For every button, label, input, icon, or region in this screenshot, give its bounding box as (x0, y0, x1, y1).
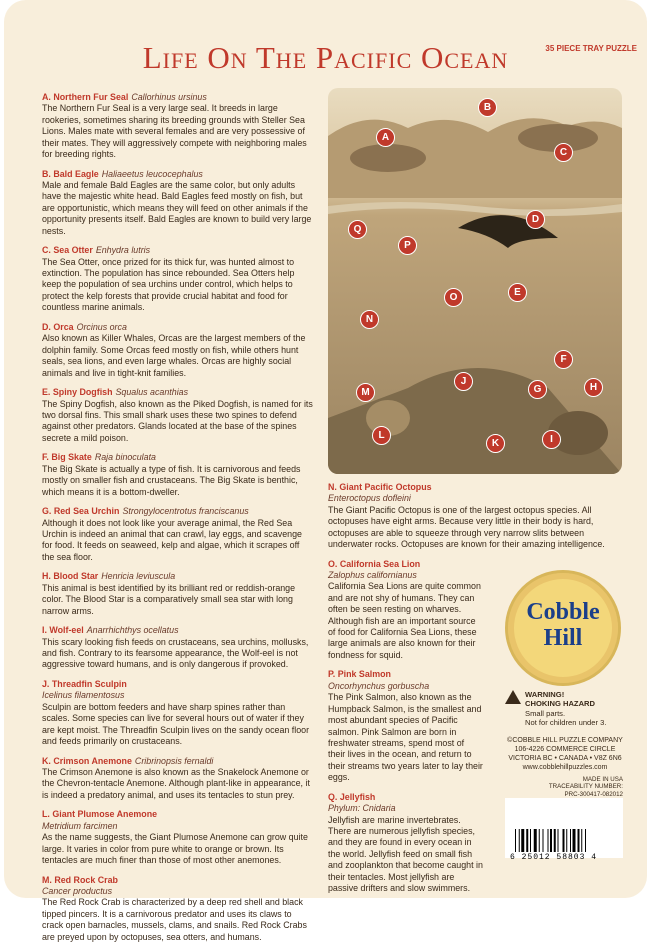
marker-g: G (528, 380, 547, 399)
species-name: J. Threadfin Sculpin (42, 678, 127, 689)
species-name: I. Wolf-eel (42, 625, 84, 636)
species-heading (42, 625, 314, 636)
scientific-name: Zalophus californianus (328, 570, 417, 581)
marker-q: Q (348, 220, 367, 239)
species-description: The Sea Otter, once prized for its thick fur, was hunted almost to extinction. The population has since rebounded. Sea Otters help keep the population of sea urchins under control, which helps to protect the kelp forests that provide crucial habitat and food for countless marine animals. (42, 256, 295, 313)
left_entries-entry (42, 387, 314, 444)
species-heading (42, 169, 314, 180)
barcode-digits: 6 25012 58803 4 (510, 853, 598, 862)
species-name: A. Northern Fur Seal (42, 92, 129, 102)
warning-line1: Small parts. (525, 708, 566, 718)
marker-n: N (360, 310, 379, 329)
species-description: The Crimson Anemone is also known as the Snakelock Anemone or the Chevron-tentacle Anemone. Although plant-like in appearance, it is indeed a predatory animal, and uses its tentacles to stun prey. (42, 767, 310, 800)
species-heading (42, 322, 314, 333)
ocean-illustration (328, 88, 622, 474)
barcode-bar (519, 829, 520, 852)
species-heading (328, 482, 618, 493)
left_entries-entry (42, 452, 314, 498)
barcode-bar (526, 829, 528, 852)
choking-warning (505, 690, 625, 728)
species-name: E. Spiny Dogfish (42, 387, 113, 398)
species-description: This animal is best identified by its brilliant red or reddish-orange color. The Blood Star is a comparatively small sea star with long narrow arms. (42, 582, 296, 616)
species-name: K. Crimson Anemone (42, 755, 132, 766)
species-heading (328, 669, 483, 680)
water-surface (328, 202, 622, 216)
scientific-name: Squalus acanthias (115, 387, 189, 398)
warning-title2: CHOKING HAZARD (525, 699, 596, 709)
species-name: Q. Jellyfish (328, 791, 376, 802)
marker-d: D (526, 210, 545, 229)
left_entries-entry (42, 809, 314, 866)
barcode-bar (548, 829, 549, 852)
company-info (505, 736, 625, 772)
barcode-bar (550, 829, 552, 852)
ocean-scene-svg (328, 88, 622, 474)
barcode-bar (566, 829, 567, 852)
marker-c: C (554, 143, 573, 162)
species-heading (42, 452, 314, 463)
marker-h: H (584, 378, 603, 397)
left_entries-entry (42, 875, 314, 943)
species-description: Also known as Killer Whales, Orcas are the largest members of the dolphin family. Some Orcas feed mostly on fish, while others hunt seals, sea lions, and even large whales. Orcas are highly social animals and live in tight-knit families. (42, 333, 306, 378)
species-name: B. Bald Eagle (42, 168, 99, 179)
barcode-bar (585, 829, 586, 852)
left_entries-entry (42, 625, 314, 671)
left_entries-entry (42, 756, 314, 802)
species-name: M. Red Rock Crab (42, 874, 118, 885)
trace-codes (505, 776, 623, 798)
species-name: F. Big Skate (42, 452, 92, 463)
barcode-bar (534, 829, 537, 852)
marker-f: F (554, 350, 573, 369)
species-description: The Giant Pacific Octopus is one of the largest octopus species. All octopuses have eight arms. Because very little in their body is hard, octopuses are able to squeeze through very narrow slits between underwater rocks. Octopuses are known for their amazing intelligence. (328, 504, 605, 550)
species-description: Male and female Bald Eagles are the same color, but only adults have the majestic white head. Bald Eagles feed mostly on fish, but are opportunistic, which means they will feed on other animals if the opportunity presents itself. Bald Eagles are known to build very large nests. (42, 180, 312, 236)
species-name: L. Giant Plumose Anemone (42, 809, 158, 820)
barcode-bar (570, 829, 571, 852)
scientific-name: Haliaeetus leucocephalus (101, 168, 203, 179)
species-heading (42, 809, 314, 820)
species-description: The Red Rock Crab is characterized by a deep red shell and black tipped pincers. It is a carnivorous predator and uses its claws to crack open barnacles, mussels, clams, and snails. Red Rock Crabs are preyed upon by octopuses, sea otters, and humans. (42, 897, 307, 942)
left_entries-entry (42, 92, 314, 160)
species-description: Jellyfish are marine invertebrates. There are numerous jellyfish species, and they are found in every ocean in the world. Jellyfish feed on small fish and zooplankton that become caught in their tentacles. Most jellyfish are passive drifters and slow swimmers. (328, 814, 483, 893)
barcode-bar (554, 829, 556, 852)
marker-b: B (478, 98, 497, 117)
marker-l: L (372, 426, 391, 445)
company-line3: VICTORIA BC • CANADA • V8Z 6N6 (508, 755, 622, 762)
species-heading (42, 92, 314, 103)
company-line2: 106-4226 COMMERCE CIRCLE (514, 746, 616, 753)
barcode-bar (543, 829, 544, 852)
species-description: The Big Skate is actually a type of fish. It is carnivorous and feeds mostly on smaller fish and crustaceans. The Big Skate is benthic, which means it is a bottom-dweller. (42, 463, 301, 497)
marker-j: J (454, 372, 473, 391)
right_entries-entry (328, 792, 483, 895)
species-description: The Northern Fur Seal is a very large seal. It breeds in large rookeries, sometimes sharing its breeding grounds with Steller Sea Lions. Males mate with several females and are very possessive of their mates. They will aggressively compete with neighboring males for breeding rights. (42, 103, 307, 160)
traceability-label: TRACEABILITY NUMBER: (548, 783, 623, 791)
species-heading (328, 792, 483, 803)
marker-k: K (486, 434, 505, 453)
species-description: Sculpin are bottom feeders and have sharp spines rather than scales. Some species can live for several hours out of water if they are kept moist. The Threadfin Sculpin lives on the sandy ocean floor and feeds primarily on crustaceans. (42, 701, 310, 746)
scientific-name: Raja binoculata (94, 452, 156, 463)
marker-i: I (542, 430, 561, 449)
marker-m: M (356, 383, 375, 402)
warning-triangle-icon (505, 690, 521, 704)
marker-e: E (508, 283, 527, 302)
left-species-column (42, 92, 314, 951)
company-line1: ©COBBLE HILL PUZZLE COMPANY (507, 737, 623, 744)
logo-line2: Hill (543, 625, 583, 651)
warning-title: WARNING! (525, 690, 565, 699)
scientific-name: Enteroctopus dofleini (328, 493, 411, 504)
barcode-bar (521, 829, 524, 852)
left_entries-entry (42, 571, 314, 617)
species-heading (328, 559, 483, 570)
company-website: www.cobblehillpuzzles.com (522, 764, 608, 771)
species-name: H. Blood Star (42, 571, 99, 582)
species-heading (42, 679, 314, 690)
scientific-name: Icelinus filamentosus (42, 690, 125, 701)
left_entries-entry (42, 245, 314, 313)
species-name: P. Pink Salmon (328, 669, 391, 680)
barcode-bar (558, 829, 559, 852)
scientific-name: Cribrinopsis fernaldi (134, 755, 214, 766)
barcode-bar (578, 829, 580, 852)
left_entries-entry (42, 322, 314, 379)
fur-seal-shape (350, 144, 426, 172)
species-description: California Sea Lions are quite common and are not shy of humans. They can often be seen resting on wharves. Although fish are an important source of food for California Sea Lions, these large animals are also known for their fondness for squid. (328, 581, 481, 660)
species-heading (42, 387, 314, 398)
scientific-name: Callorhinus ursinus (131, 92, 207, 102)
barcode-bar (515, 829, 516, 852)
scientific-name: Oncorhynchus gorbuscha (328, 680, 430, 691)
right_entries-entry (328, 669, 483, 783)
page-title: Life On The Pacific Ocean (142, 40, 509, 75)
marker-p: P (398, 236, 417, 255)
species-heading (42, 506, 314, 517)
species-heading (42, 756, 314, 767)
species-name: N. Giant Pacific Octopus (328, 482, 432, 492)
left_entries-entry (42, 169, 314, 237)
species-heading (42, 245, 314, 256)
scientific-name: Henricia leviuscula (101, 571, 176, 582)
scientific-name: Cancer productus (42, 886, 113, 897)
right_entries-entry (328, 482, 618, 550)
left_entries-entry (42, 679, 314, 747)
logo-line1: Cobble (526, 599, 600, 625)
marker-a: A (376, 128, 395, 147)
species-description: Although it does not look like your average animal, the Red Sea Urchin is indeed an animal that can crawl, lay eggs, and scavenge for food. It feeds on seaweed, kelp and algae, which it scrapes off the sea floor. (42, 517, 302, 562)
cobble-hill-logo (505, 570, 621, 686)
barcode-bar (539, 829, 540, 852)
species-name: G. Red Sea Urchin (42, 506, 120, 517)
species-name: D. Orca (42, 321, 74, 332)
scientific-name: Orcinus orca (76, 321, 127, 332)
scientific-name: Enhydra lutris (95, 245, 151, 256)
left_entries-entry (42, 506, 314, 563)
barcode-icon (513, 829, 615, 852)
traceability-number: PRC-300417-082012 (564, 790, 623, 798)
scientific-name: Strongylocentrotus franciscanus (122, 506, 249, 517)
barcode-bar (530, 829, 531, 852)
species-heading (42, 571, 314, 582)
right_entries-entry (328, 559, 483, 662)
barcode-bar (563, 829, 565, 852)
puzzle-subtitle: 35 PIECE TRAY PUZZLE (545, 44, 637, 53)
marker-o: O (444, 288, 463, 307)
species-heading (42, 875, 314, 886)
barcode-bar (581, 829, 582, 852)
species-description: The Pink Salmon, also known as the Humpback Salmon, is the smallest and most abundant species of Pacific salmon. Pink Salmon are born in freshwater streams, spend most of their lives in the ocean, and return to their streams two years later to lay their eggs. (328, 692, 483, 783)
scientific-name: Metridium farcimen (42, 820, 118, 831)
species-description: As the name suggests, the Giant Plumose Anemone can grow quite large. It varies in color from pure white to orange or brown. Its tentacles are much finer than those of most other anemones. (42, 832, 308, 866)
species-description: This scary looking fish feeds on crustaceans, sea urchins, mollusks, and fish. Contrary to its fearsome appearance, the Wolf-eel is not aggressive toward humans, and is only dangerous if provoked. (42, 636, 309, 670)
barcode-bar (573, 829, 576, 852)
scientific-name: Anarrhichthys ocellatus (86, 625, 179, 636)
made-in: MADE IN USA (582, 776, 623, 783)
warning-line2: Not for children under 3. (525, 718, 607, 728)
species-description: The Spiny Dogfish, also known as the Piked Dogfish, is named for its two dorsal fins. This small shark uses these two spines to defend against other predators. Glands located at the base of the spines secrete a mild poison. (42, 398, 313, 443)
species-name: O. California Sea Lion (328, 558, 421, 569)
scientific-name: Phylum: Cnidaria (328, 803, 396, 814)
species-name: C. Sea Otter (42, 245, 93, 256)
